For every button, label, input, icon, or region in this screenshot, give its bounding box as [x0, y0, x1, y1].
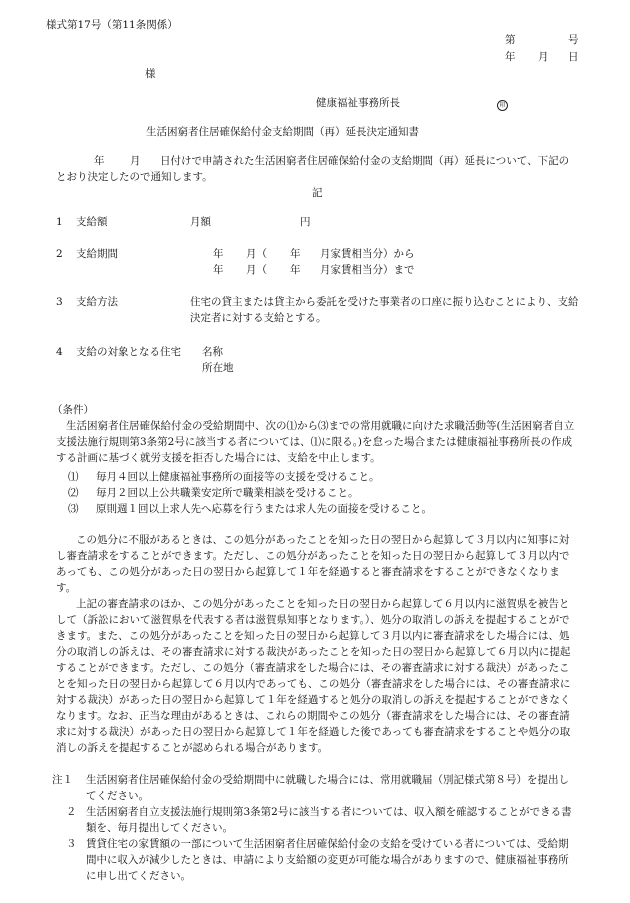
doc-number-go: 号: [568, 34, 579, 46]
note-3-text: 賃貸住宅の家賃額の一部について生活困窮者住居確保給付金の支給を受けている者については、受給期間中に収入が減少したときは、申請により支給額の変更が可能な場合がありますので、健康福祉事務所に申し出てください。: [86, 838, 569, 882]
appeal-paragraph-2: 上記の審査請求のほか、この処分があったことを知った日の翌日から起算して６月以内に滋賀県を被告として（訴訟において滋賀県を代表する者は滋賀県知事となります。）、処分の取消しの訴えを提起することができます。また、この処分があったことを知った日の翌日から起算して３月以内に審査請求をした場合には、処分の取消しの訴えは、その審査請求に対する裁決があったことを知った日の翌日から起算して６月以内に提起することができます。ただし、この処分（審査請求をした場合には、その審査請求に対する裁決）があったことを知った日の翌日から起算して６月以内であっても、この処分（審査請求をした場合には、その審査請求に対する裁決）があった日の翌日から起算して１年を経過すると処分の取消しの訴えを提起することができなくなります。なお、正当な理由があるときは、これらの期間やこの処分（審査請求をした場合には、その審査請求に対する裁決）があった日の翌日から起算して１年を経過した後であっても審査請求をすることや処分の取消しの訴えを提起することが認められる場合があります。: [56, 598, 571, 754]
note-3-number: ３: [66, 838, 77, 850]
item-label: 支給方法: [76, 296, 118, 308]
yen-label: 円: [300, 216, 311, 228]
issuer: 健康福祉事務所長: [316, 97, 400, 109]
intro-line1: 日付けで申請された生活困窮者住居確保給付金の支給期間（再）延長について、下記の: [160, 155, 570, 167]
intro-month: 月: [130, 155, 141, 167]
item-label: 支給期間: [76, 248, 118, 260]
ki-heading: 記: [312, 187, 323, 199]
item-number: 1: [56, 216, 63, 228]
item-label: 支給額: [76, 216, 108, 228]
seal-stamp: 印: [497, 96, 508, 112]
target-name-label: 名称: [202, 346, 223, 358]
intro-line2: とおり決定したので通知します。: [56, 171, 213, 183]
item-number: 2: [56, 248, 63, 260]
item-number: 3: [56, 296, 63, 308]
intro-year: 年: [94, 155, 105, 167]
addressee-suffix: 様: [145, 68, 156, 80]
item-number: 4: [56, 346, 63, 358]
target-address-label: 所在地: [202, 362, 234, 374]
date-day: 日: [568, 51, 579, 63]
date-year: 年: [505, 51, 516, 63]
conditions-body: 生活困窮者住居確保給付金の受給期間中、次の⑴から⑶までの常用就職に向けた求職活動等(生活困窮者自立支援法施行規則第3条第2号に該当する者については、⑴に限る。)を怠った場合または健康福祉事務所長の作成する計画に基づく就労支援を拒否した場合には、支給を中止します。: [56, 420, 575, 464]
form-number: 様式第17号（第11条関係）: [46, 19, 178, 31]
monthly-label: 月額: [190, 216, 211, 228]
note-1-number: 注１: [52, 774, 73, 786]
conditions-heading: （条件）: [52, 404, 94, 416]
doc-number-dai: 第: [505, 34, 516, 46]
date-month: 月: [538, 51, 549, 63]
note-1-text: 生活困窮者住居確保給付金の受給期間中に就職した場合には、常用就職届（別記様式第８号）を提出してください。: [86, 774, 569, 802]
note-2-text: 生活困窮者自立支援法施行規則第3条第2号に該当する者については、収入額を確認することができる書類を、毎月提出してください。: [86, 806, 572, 834]
note-2-number: ２: [66, 806, 77, 818]
item-label: 支給の対象となる住宅: [76, 346, 181, 358]
appeal-paragraph-1: この処分に不服があるときは、この処分があったことを知った日の翌日から起算して３月以内に知事に対し審査請求をすることができます。ただし、この処分があったことを知った日の翌日から起算して３月以内であっても、この処分があった日の翌日から起算して１年を経過すると審査請求をすることができなくなります。: [56, 534, 570, 594]
method-text: 住宅の貸主または貸主から委託を受けた事業者の口座に振り込むことにより、支給決定者に対する支給とする。: [190, 296, 579, 324]
document-title: 生活困窮者住居確保給付金支給期間（再）延長決定通知書: [146, 126, 419, 138]
